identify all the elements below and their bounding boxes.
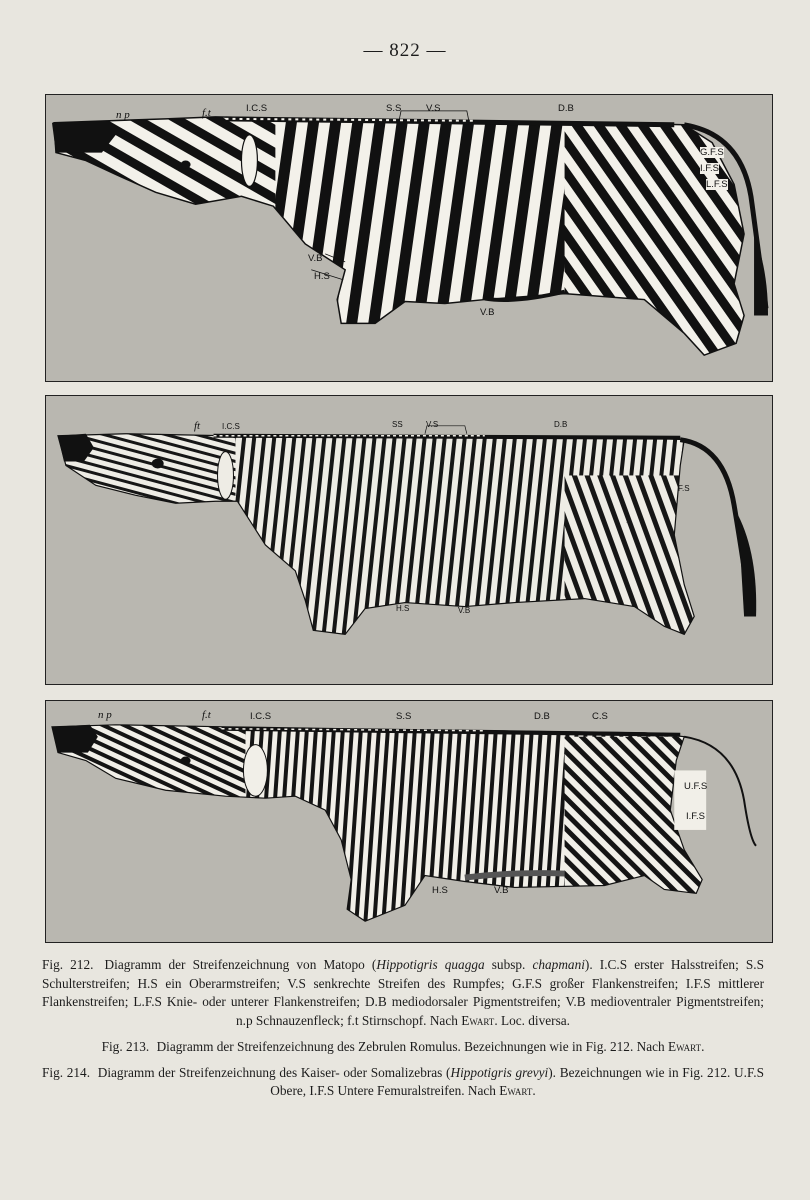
- grevy-zebra-illustration: [46, 701, 772, 942]
- label-ss: SS: [392, 420, 403, 429]
- label-vs: V.S: [426, 420, 439, 429]
- caption-fig-212: Fig. 212. Diagramm der Streifenzeichnung von Matopo (Hippotigris quagga subsp. chapmani). I.C.S erster Halsstreifen; S.S Schulterstreifen; H.S ein Oberarmstreifen; V.S senkrechte Streifen des Rumpfes; G.F.S großer Flankenstreifen; I.F.S mittlerer Flankenstreifen; L.F.S Knie- oder unterer Flankenstreifen; D.B mediodorsaler Pigmentstreifen; V.B medioventraler Pigmentstreifen; n.p Schnauzenfleck; f.t Stirnschopf. Nach Ewart. Loc. diversa.: [42, 957, 764, 1029]
- figure-212-plate: [45, 94, 773, 382]
- label-ft: f.t: [202, 709, 211, 721]
- figure-214-plate: [45, 700, 773, 943]
- figure-captions: [42, 956, 764, 1101]
- label-gfs: G.F.S: [700, 147, 724, 158]
- label-ics: I.C.S: [246, 103, 268, 114]
- label-hs: H.S: [396, 604, 410, 613]
- caption-fig-214: Fig. 214. Diagramm der Streifenzeichnung des Kaiser- oder Somalizebras (Hippotigris grevyi). Bezeichnungen wie in Fig. 212. U.F.S Obere, I.F.S Untere Femuralstreifen. Nach Ewart.: [42, 1064, 765, 1099]
- label-db: D.B: [534, 711, 550, 722]
- label-vb: V.B: [458, 606, 471, 615]
- label-lfs: L.F.S: [706, 179, 728, 190]
- label-ft: f.t: [202, 107, 211, 119]
- label-ss: S.S: [396, 711, 412, 722]
- caption-fig-213: Fig. 213. Diagramm der Streifenzeichnung des Zebrulen Romulus. Bezeichnungen wie in Fig. 212. Nach Ewart.: [101, 1038, 705, 1054]
- label-lfs: I.F.S: [686, 811, 706, 822]
- label-db: D.B: [558, 103, 574, 114]
- label-ics: I.C.S: [250, 711, 272, 722]
- label-vb-lower: V.B: [480, 307, 495, 318]
- label-hs: H.S: [432, 885, 448, 896]
- label-ss: S.S: [386, 103, 402, 114]
- label-np: n p: [116, 109, 130, 121]
- label-ft: ft: [194, 420, 201, 432]
- label-ifs: I.F.S: [700, 163, 720, 174]
- label-fs: F.S: [678, 484, 690, 493]
- label-hs: H.S: [314, 271, 330, 282]
- label-vs: V.S: [426, 103, 441, 114]
- label-cs: C.S: [592, 711, 608, 722]
- label-np: n p: [98, 709, 112, 721]
- label-db: D.B: [554, 420, 568, 429]
- label-vb-upper: V.B: [308, 253, 323, 264]
- zebra-matopo-illustration: [46, 95, 772, 381]
- zebrule-romulus-illustration: [46, 396, 772, 684]
- figure-213-plate: [45, 395, 773, 685]
- label-ics: I.C.S: [222, 422, 240, 431]
- page-number: — 822 —: [363, 40, 447, 61]
- label-vb: V.B: [494, 885, 509, 896]
- label-ufs: U.F.S: [684, 781, 708, 792]
